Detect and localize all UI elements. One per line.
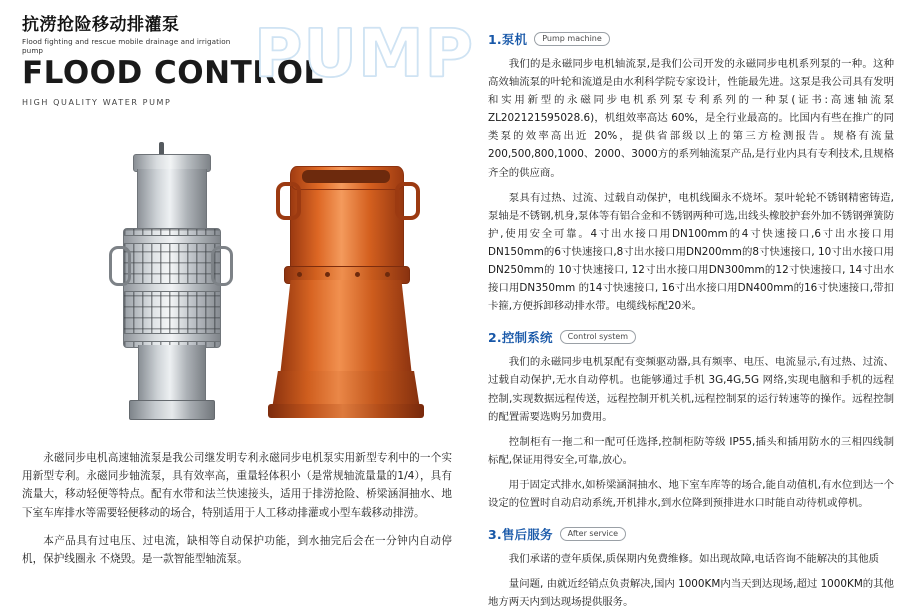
left-column [0,0,475,574]
section-3-paragraph-2: 量问题, 由就近经销点负责解决,国内 1000KM内当天到达现场,超过 1000KM的其他地方两天内到达现场提供服务。 [488,578,894,609]
section-1-paragraph-2: 泵具有过热、过流、过载自动保护，电机线圈永不烧坏。泵叶轮轮不锈钢精密铸造,泵轴是不锈钢,机身,泵体等有铝合金和不锈钢两种可选,出线头橡胶护套外加不锈钢弹簧防护,使用安全可靠。4寸出水接口用DN100mm的4寸快速接口,6寸出水接口用DN150mm的6寸快速接口,8寸出水接口用DN200mm的8寸快速接口, 10寸出水接口用DN250mm的 10寸快速接口, 12寸出水接口用DN300mm的12寸快速接口, 14寸出水接口用DN350mm 的14寸快速接口, 16寸出水接口用DN400mm的16寸快速接口,带扣卡箍,方便拆卸移动排水带。电缆线标配20米。 [488,191,894,313]
cage-band [124,283,220,292]
stainless-axial-pump-image [107,154,235,426]
orange-pump-base [268,404,424,418]
pump-lifting-handle-right [211,246,233,286]
orange-pump-taper-body [280,280,412,376]
orange-pump-upper-body [290,180,404,272]
section-pump-machine [488,30,894,315]
cage-band [124,333,220,342]
section-control-system [488,328,894,512]
section-2-number-title: 2.控制系统 [488,330,553,346]
section-2-body [488,353,894,512]
cage-band [124,235,220,244]
orange-pump-inlet-opening [302,170,390,183]
section-3-paragraph-1: 我们承诺的壹年质保,质保期内免费维修。如出现故障,电话咨询不能解决的其他质 [508,553,880,566]
section-3-english-tag: After service [560,527,626,541]
product-photo-area [22,136,452,441]
title-block [22,15,475,134]
pump-base-foot [129,400,215,420]
product-subtitle-en: Flood fighting and rescue mobile drainage and irrigation pump [22,36,231,56]
orange-pump-lug-right [395,182,420,220]
flange-bolt [355,272,360,277]
section-1-paragraph-1: 我们的是永磁同步电机轴流泵,是我们公司开发的永磁同步电机系列泵的一种。这种高效轴流泵的叶轮和流道是由水利科学院专家设计，性能最先进。这泵是我公司具有发明和实用新型的永磁同步电机系列泵专利系列的一种泵(证书:高速轴流泵ZL202121595028.6)，机组效率高达 60%，是全行业最高的。比国内有些在推广的同类泵的效率高出近 20%，提供省部级以上的第三方检测报告。规格有流量 200,500,800,1000、2000、3000方的系列轴流泵产品,是行业内具有专利技术,且规格齐全的供应商。 [488,58,894,179]
flange-bolt [325,272,330,277]
section-3-heading [488,525,894,543]
pump-lower-body [138,345,206,403]
section-3-number-title: 3.售后服务 [488,527,553,543]
section-1-english-tag: Pump machine [534,32,610,46]
left-paragraph-2: 本产品具有过电压、过电流，缺相等自动保护功能，到水抽完后会在一分钟内自动停机，保护线圈永 不烧毁。是一款智能型轴流泵。 [22,534,452,566]
section-1-heading [488,30,894,48]
pump-motor-body [137,169,207,229]
section-2-english-tag: Control system [560,330,636,344]
section-3-body [488,550,894,611]
headline-flood-control: FLOOD CONTROL [22,54,324,91]
left-paragraph-1: 永磁同步电机高速轴流泵是我公司继发明专利永磁同步电机泵实用新型专利中的一个实用新型专利。永磁同步轴流泵，具有效率高，重量轻体积小（是常规轴流量量的1/4），具有流量大，移动轻便等特点。配有水带和法兰快速接头，适用于排涝抢险、桥梁涵洞抽水、地下室车库排水等需要轻便移动的场合，特别适用于人工移动排灌或小型车载移动排涝。 [22,452,452,519]
outline-word-pump: PUMP [254,15,475,92]
orange-pump-lug-left [276,182,301,220]
pump-filter-cage [123,228,221,348]
flange-bolt [385,272,390,277]
orange-pump-image [258,166,438,428]
section-1-number-title: 1.泵机 [488,32,528,47]
section-2-paragraph-3: 用于固定式排水,如桥梁涵洞抽水、地下室车库等的场合,能自动值机,有水位到达一个设定的位置时自动启动系统,开机排水,到水位降到预排进水口时能自动待机或停机。 [488,478,894,509]
section-1-body [488,55,894,315]
section-2-paragraph-1: 我们的永磁同步电机泵配有变频驱动器,具有频率、电压、电流显示,有过热、过流、过载自动保护,无水自动停机。也能够通过手机 3G,4G,5G 网络,实现电脑和手机的远程控制,实现数据远程传送，远程控制开机关机,远程控制泵的运行转速等的操作。远程控制的配置需要选购另加费用。 [488,356,894,423]
tagline-hq-water-pump: HIGH QUALITY WATER PUMP [22,97,172,107]
product-title-cn: 抗涝抢险移动排灌泵 [22,15,180,35]
section-after-service [488,525,894,611]
right-column [470,0,920,609]
section-2-paragraph-2: 控制柜有一拖二和一配可任选择,控制柜防等级 IP55,插头和插用防水的三相四线制标配,保证用得安全,可靠,放心。 [488,435,894,466]
left-description-text [22,449,452,568]
flange-bolt [297,272,302,277]
pump-lifting-handle-left [109,246,131,286]
section-2-heading [488,328,894,346]
